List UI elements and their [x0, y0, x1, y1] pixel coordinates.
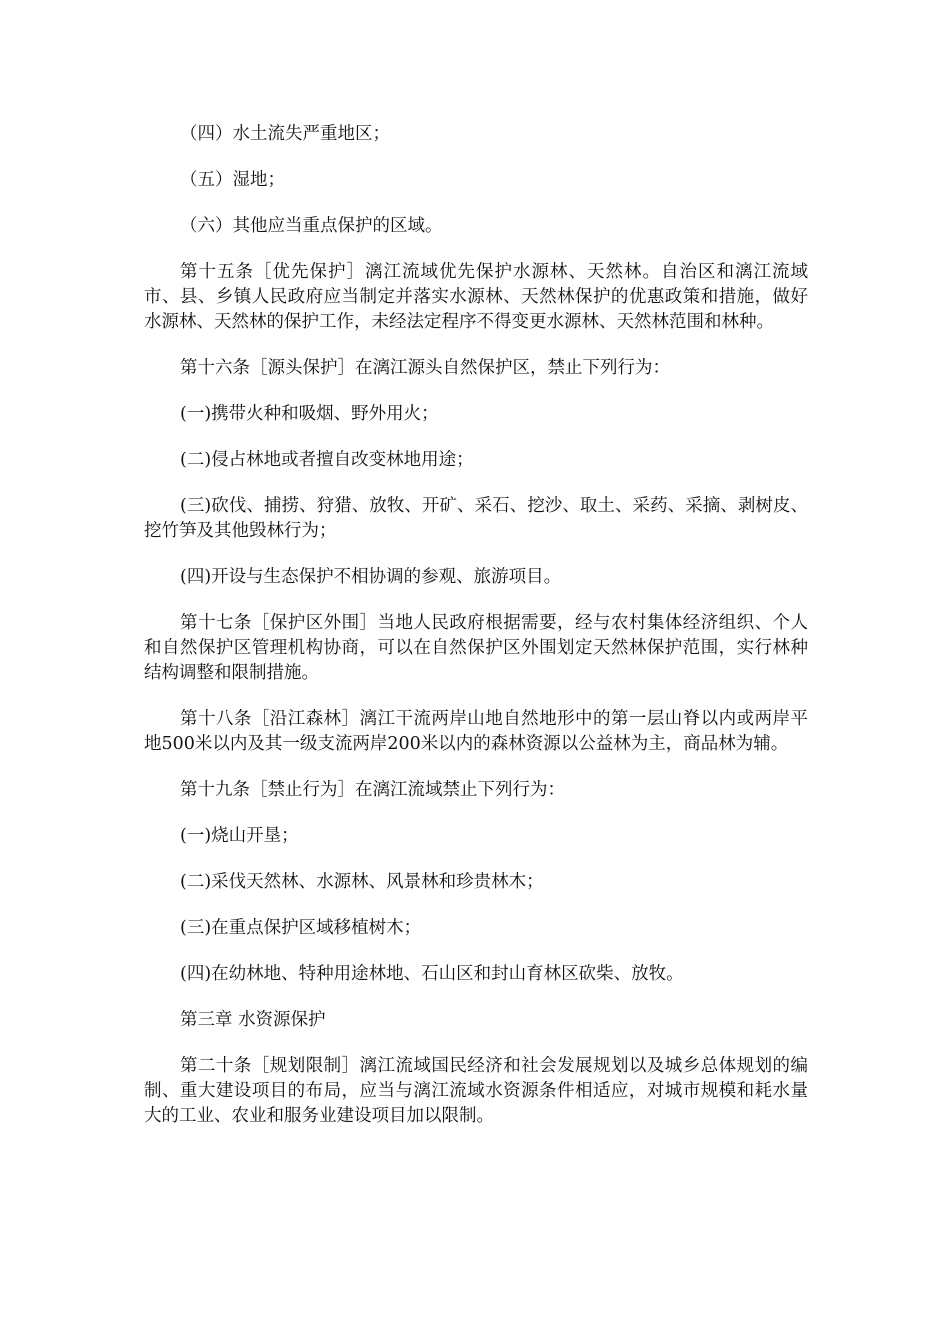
list-item-other-areas: （六）其他应当重点保护的区域。: [180, 216, 443, 236]
article-20: 第二十条［规划限制］漓江流域国民经济和社会发展规划以及城乡总体规划的编制、重大建设项目的布局，应当与漓江流域水资源条件相适应，对城市规模和耗水量大的工业、农业和服务业建设项目加以限制。: [144, 1056, 808, 1126]
chapter-heading: 第三章 水资源保护: [180, 1010, 326, 1030]
list-item-wetland-erosion: （四）水土流失严重地区；: [180, 124, 390, 144]
article-19-item-2: (二)采伐天然林、水源林、风景林和珍贵林木；: [180, 872, 544, 892]
article-16-item-3: (三)砍伐、捕捞、狩猎、放牧、开矿、采石、挖沙、取土、采药、采摘、剥树皮、挖竹笋及其他毁林行为；: [144, 496, 808, 541]
list-item-wetland: （五）湿地；: [180, 170, 285, 190]
article-16-item-4: (四)开设与生态保护不相协调的参观、旅游项目。: [180, 567, 562, 587]
article-16-item-2: (二)侵占林地或者擅自改变林地用途；: [180, 450, 474, 470]
article-15: 第十五条［优先保护］漓江流域优先保护水源林、天然林。自治区和漓江流域市、县、乡镇人民政府应当制定并落实水源林、天然林保护的优惠政策和措施，做好水源林、天然林的保护工作，未经法定程序不得变更水源林、天然林范围和林种。: [144, 262, 808, 332]
article-17: 第十七条［保护区外围］当地人民政府根据需要，经与农村集体经济组织、个人和自然保护区管理机构协商，可以在自然保护区外围划定天然林保护范围，实行林种结构调整和限制措施。: [144, 613, 808, 683]
article-18: 第十八条［沿江森林］漓江干流两岸山地自然地形中的第一层山脊以内或两岸平地500米以内及其一级支流两岸200米以内的森林资源以公益林为主，商品林为辅。: [144, 709, 808, 754]
article-16: 第十六条［源头保护］在漓江源头自然保护区，禁止下列行为：: [180, 358, 670, 378]
document-body: [144, 122, 808, 1150]
article-19-item-1: (一)烧山开垦；: [180, 826, 299, 846]
article-19-item-4: (四)在幼林地、特种用途林地、石山区和封山育林区砍柴、放牧。: [180, 964, 684, 984]
article-19-item-3: (三)在重点保护区域移植树木；: [180, 918, 422, 938]
article-19: 第十九条［禁止行为］在漓江流域禁止下列行为：: [180, 780, 565, 800]
article-16-item-1: (一)携带火种和吸烟、野外用火；: [180, 404, 439, 424]
